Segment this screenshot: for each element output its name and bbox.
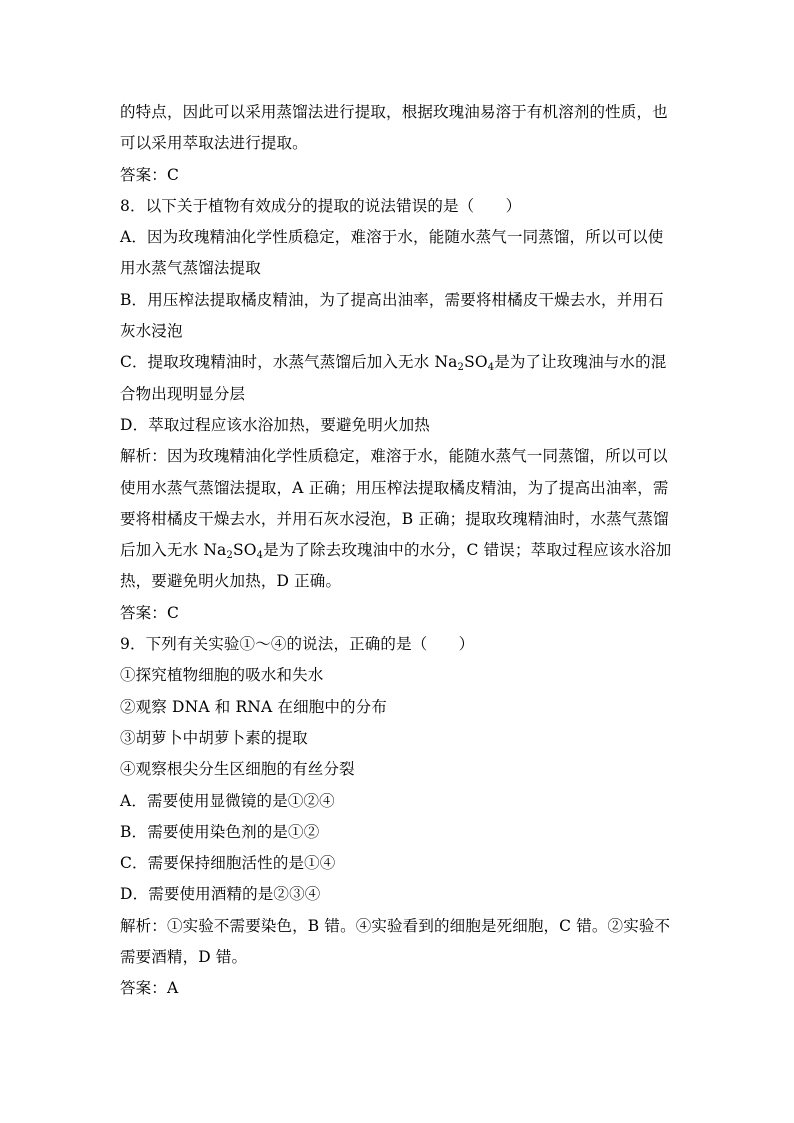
text-segment: 是为了让玫瑰油与水的混 <box>494 353 667 372</box>
option-b: B．用压榨法提取橘皮精油，为了提高出油率，需要将柑橘皮干燥去水，并用石 <box>120 290 664 309</box>
explanation-line: 需要酒精，D 错。 <box>120 948 248 967</box>
explanation-line <box>120 535 680 566</box>
option-a: A．需要使用显微镜的是①②④ <box>120 791 335 810</box>
answer-line: 答案：C <box>120 165 179 184</box>
subscript: 2 <box>457 362 465 374</box>
option-b: B．需要使用染色剂的是①② <box>120 822 320 841</box>
option-b-cont: 灰水浸泡 <box>120 322 183 341</box>
question-8-stem: 8．以下关于植物有效成分的提取的说法错误的是（ ） <box>120 196 522 215</box>
document-body <box>120 97 680 1005</box>
text-segment: 后加入无水 Na <box>120 541 227 560</box>
experiment-item: ④观察根尖分生区细胞的有丝分裂 <box>120 760 355 779</box>
experiment-item: ③胡萝卜中胡萝卜素的提取 <box>120 728 308 747</box>
option-d: D．需要使用酒精的是②③④ <box>120 885 321 904</box>
text-segment: SO <box>464 353 488 372</box>
text-line: 的特点，因此可以采用蒸馏法进行提取，根据玫瑰油易溶于有机溶剂的性质，也 <box>120 103 668 121</box>
option-d: D．萃取过程应该水浴加热，要避免明火加热 <box>120 415 430 434</box>
experiment-item: ①探究植物细胞的吸水和失水 <box>120 666 324 685</box>
text-segment: C．提取玫瑰精油时，水蒸气蒸馏后加入无水 Na <box>120 353 458 372</box>
text-segment: SO <box>232 541 257 560</box>
answer-line: 答案：A <box>120 979 179 998</box>
option-c: C．需要保持细胞活性的是①④ <box>120 854 336 873</box>
option-a-cont: 用水蒸气蒸馏法提取 <box>120 259 261 278</box>
subscript: 4 <box>256 550 264 562</box>
question-9-stem: 9．下列有关实验①～④的说法，正确的是（ ） <box>120 635 475 654</box>
explanation-line: 热，要避免明火加热，D 正确。 <box>120 572 342 591</box>
explanation-line: 解析：①实验不需要染色，B 错。④实验看到的细胞是死细胞，C 错。②实验不 <box>120 916 671 935</box>
option-a: A．因为玫瑰精油化学性质稳定，难溶于水，能随水蒸气一同蒸馏，所以可以使 <box>120 228 664 247</box>
text-segment: 是为了除去玫瑰油中的水分，C 错误；萃取过程应该水浴加 <box>263 541 672 560</box>
answer-line: 答案：C <box>120 603 179 622</box>
explanation-line: 要将柑橘皮干燥去水，并用石灰水浸泡，B 正确；提取玫瑰精油时，水蒸气蒸馏 <box>120 509 669 528</box>
text-line: 可以采用萃取法进行提取。 <box>120 134 308 153</box>
subscript: 2 <box>226 550 233 562</box>
explanation-line: 使用水蒸气蒸馏法提取，A 正确；用压榨法提取橘皮精油，为了提高出油率，需 <box>120 478 669 497</box>
option-c <box>120 347 680 378</box>
option-c-cont: 合物出现明显分层 <box>120 384 246 403</box>
subscript: 4 <box>487 362 495 374</box>
experiment-item: ②观察 DNA 和 RNA 在细胞中的分布 <box>120 697 387 716</box>
explanation-line: 解析：因为玫瑰精油化学性质稳定，难溶于水，能随水蒸气一同蒸馏，所以可以 <box>120 447 668 466</box>
